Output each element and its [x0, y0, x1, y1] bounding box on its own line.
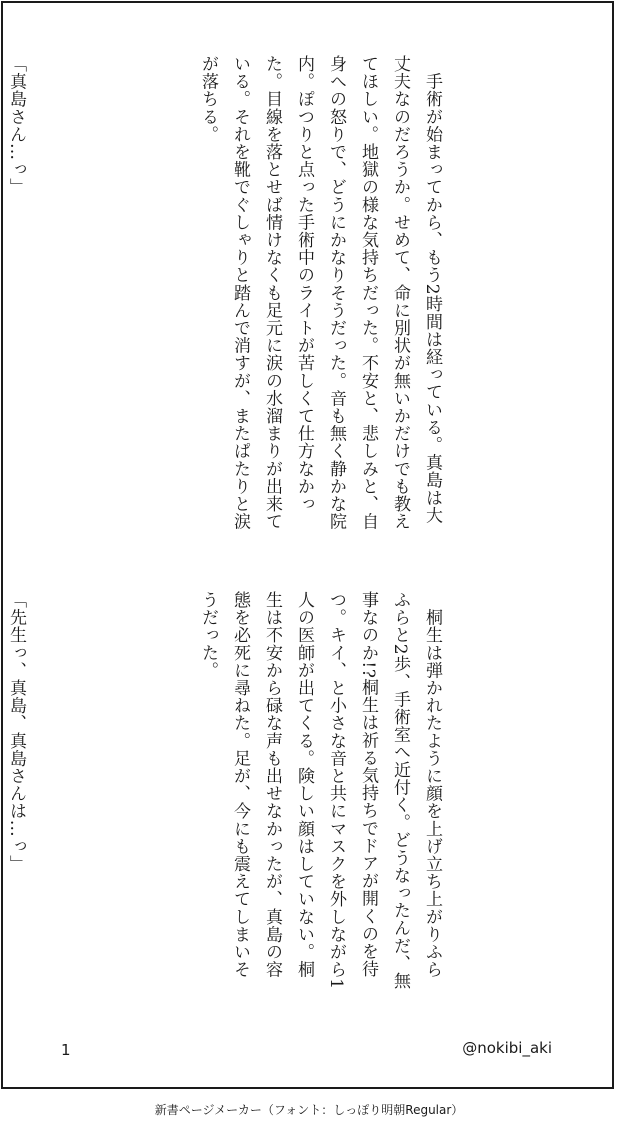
text-block-top	[6, 55, 512, 535]
footer-caption: 新書ページメーカー（フォント：しっぽり明朝Regular）	[154, 1103, 464, 1117]
dialogue: 「先生っ、真島、真島さんは…っ」	[6, 591, 26, 873]
dialogue: 「真島さん…っ」	[6, 55, 26, 196]
page-number: 1	[61, 1041, 71, 1059]
text-block-bottom	[6, 591, 512, 991]
author-handle: @nokibi_aki	[462, 1039, 552, 1057]
paragraph-gap	[96, 55, 128, 535]
paragraph-gap	[96, 591, 128, 991]
paragraph: 桐生は弾かれたように顔を上げ立ち上がりふらふらと2歩、手術室へ近付く。どうなったんだ、無事なのか!?桐生は祈る気持ちでドアが開くのを待つ。キイ、と小さな音と共にマスクを外しながら1人の医師が出てくる。険しい顔はしていない。桐生は不安から碌な声も出せなかったが、真島の容態を必死に尋ねた。足が、今にも震えてしまいそうだった。	[198, 591, 442, 990]
paragraph: 手術が始まってから、もう2時間は経っている。真島は大丈夫なのだろうか。せめて、命に別状が無いかだけでも教えてほしい。地獄の様な気持ちだった。不安と、悲しみと、自身への怒りで、どうにかなりそうだった。音も無く静かな院内。ぽつりと点った手術中のライトが苦しくて仕方なかった。目線を落とせば情けなくも足元に涙の水溜まりが出来ている。それを靴でぐしゃりと踏んで消すが、またぱたりと涙が落ちる。	[198, 55, 442, 531]
book-page	[1, 1, 614, 1089]
